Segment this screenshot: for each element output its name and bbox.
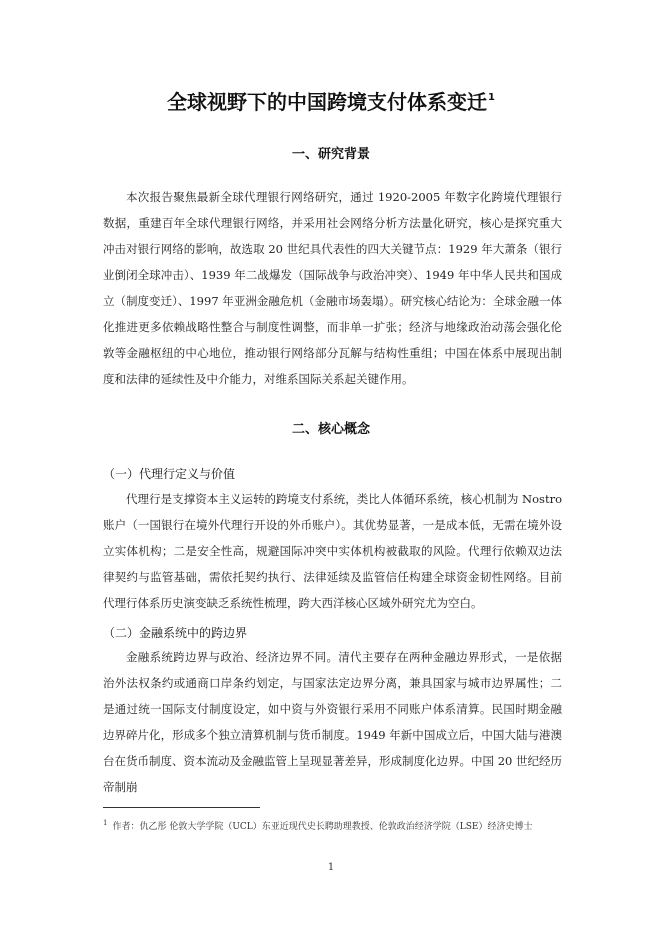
title-footnote-marker[interactable]: 1 — [488, 92, 495, 103]
page-number: 1 — [327, 862, 335, 873]
document-title — [0, 86, 662, 115]
subsection-heading-correspondent-definition: （一）代理行定义与价值 — [103, 467, 236, 481]
title-text: 全球视野下的中国跨境支付体系变迁 — [167, 90, 488, 114]
section-heading-core-concepts: 二、核心概念 — [291, 422, 370, 437]
footnote-marker: 1 — [103, 819, 108, 827]
subsection-heading-cross-border: （二）金融系统中的跨边界 — [103, 626, 248, 640]
footnote-divider — [103, 807, 260, 808]
footnote-text: 作者：仇乙彤 伦敦大学学院（UCL）东亚近现代史长聘助理教授、伦敦政治经济学院（LSE）经济史博士 — [112, 822, 533, 832]
footnote — [103, 815, 562, 836]
background-paragraph: 本次报告聚焦最新全球代理银行网络研究，通过 1920-2005 年数字化跨境代理银行数据，重建百年全球代理银行网络，并采用社会网络分析方法量化研究，核心是探究重大冲击对银行网络的影响，故选取 20 世纪具代表性的四大关键节点：1929 年大萧条（银行业倒闭全球冲击）、1939 年二战爆发（国际战争与政治冲突）、1949 年中华人民共和国成立（制度变迁）、1997 年亚洲金融危机（金融市场轰塌）。研究核心结论为：全球金融一体化推进更多依赖战略性整合与制度性调整，而非单一扩张；经济与地缘政治动荡会强化伦敦等金融枢纽的中心地位，推动银行网络部分瓦解与结构性重组；中国在体系中展现出制度和法律的延续性及中介能力，对维系国际关系起关键作用。 — [103, 190, 562, 386]
section-heading-background: 一、研究背景 — [291, 147, 370, 162]
cross-border-paragraph: 金融系统跨边界与政治、经济边界不同。清代主要存在两种金融边界形式，一是依据治外法权条约或通商口岸条约划定，与国家法定边界分离，兼具国家与城市边界属性；二是通过统一国际支付制度设定，如中资与外资银行采用不同账户体系清算。民国时期金融边界碎片化，形成多个独立清算机制与货币制度。1949 年新中国成立后，中国大陆与港澳台在货币制度、资本流动及金融监管上呈现显著差异，形成制度化边界。中国 20 世纪经历帝制崩 — [103, 650, 562, 794]
correspondent-definition-paragraph: 代理行是支撑资本主义运转的跨境支付系统，类比人体循环系统，核心机制为 Nostro 账户（一国银行在境外代理行开设的外币账户）。其优势显著，一是成本低，无需在境外设立实体机构；二是安全性高，规避国际冲突中实体机构被截取的风险。代理行依赖双边法律契约与监管基础，需依托契约执行、法律延续及监管信任构建全球资金韧性网络。目前代理行体系历史演变缺乏系统性梳理，跨大西洋核心区域外研究尤为空白。 — [103, 492, 562, 610]
